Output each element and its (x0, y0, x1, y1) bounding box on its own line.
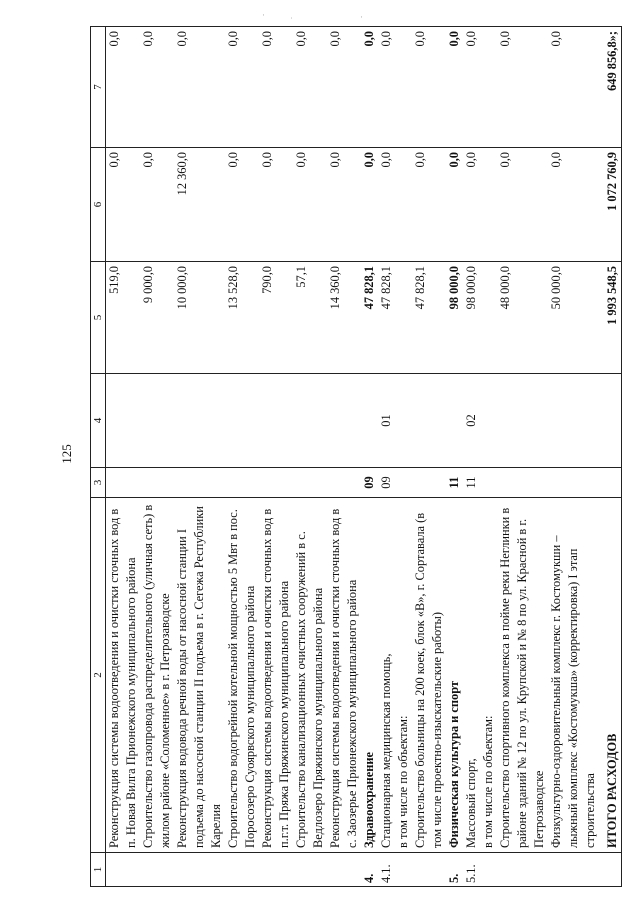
row-section-code (548, 468, 599, 498)
scan-artifact: · (360, 12, 363, 22)
header-cell: 4 (91, 374, 106, 468)
row-name: Строительство спортивного комплекса в пойме реки Неглинки в районе зданий № 12 по ул. Крупской и № 8 по ул. Красной в г. Петрозаводске (497, 498, 548, 853)
row-value-col7: 0,0 (412, 27, 446, 148)
table-header-row (91, 27, 106, 887)
row-value-col5: 519,0 (106, 262, 141, 374)
table-row (412, 27, 446, 887)
header-cell: 2 (91, 498, 106, 853)
row-section-code (259, 468, 293, 498)
row-section-code (106, 468, 141, 498)
row-name: Строительство водогрейной котельной мощностью 5 Мвт в пос. Поросозеро Суоярвского муниципального района (225, 498, 259, 853)
row-value-col5: 47 828,1 (378, 262, 395, 374)
row-value-col6 (395, 148, 412, 262)
row-value-col7: 0,0 (446, 27, 463, 148)
table-row (446, 27, 463, 887)
total-value-col7: 649 856,8»; (599, 27, 622, 148)
row-value-col5: 790,0 (259, 262, 293, 374)
row-subsection-code (480, 374, 497, 468)
table-row (361, 27, 378, 887)
row-subsection-code (327, 374, 361, 468)
table-row (463, 27, 480, 887)
row-number (327, 853, 361, 887)
row-value-col7: 0,0 (463, 27, 480, 148)
scan-artifact: ˙ (290, 16, 293, 26)
row-value-col6: 12 360,0 (174, 148, 225, 262)
row-name: в том числе по объектам: (480, 498, 497, 853)
row-number (293, 853, 327, 887)
row-value-col6: 0,0 (327, 148, 361, 262)
row-value-col7 (395, 27, 412, 148)
scan-artifact: · (262, 10, 265, 20)
page-number: 125 (59, 444, 74, 464)
row-section-code: 09 (378, 468, 395, 498)
row-value-col6: 0,0 (361, 148, 378, 262)
row-section-code (497, 468, 548, 498)
table-body (106, 27, 622, 887)
header-cell: 5 (91, 262, 106, 374)
row-value-col5: 14 360,0 (327, 262, 361, 374)
row-value-col7: 0,0 (497, 27, 548, 148)
header-cell: 3 (91, 468, 106, 498)
row-number (480, 853, 497, 887)
row-number (395, 853, 412, 887)
row-subsection-code (293, 374, 327, 468)
row-value-col6: 0,0 (548, 148, 599, 262)
row-subsection-code (548, 374, 599, 468)
row-section-code (140, 468, 174, 498)
row-section-code (293, 468, 327, 498)
table-row (497, 27, 548, 887)
row-value-col7: 0,0 (548, 27, 599, 148)
row-value-col5 (480, 262, 497, 374)
row-name: Реконструкция системы водоотведения и очистки сточных вод в п.г.т. Пряжа Пряжинского муниципального района (259, 498, 293, 853)
row-name: Реконструкция водовода речной воды от насосной станции I подъема до насосной станции II подъема в г. Сегежа Республики Карелия (174, 498, 225, 853)
row-value-col6: 0,0 (446, 148, 463, 262)
total-spacer (599, 853, 622, 887)
row-number: 5.1. (463, 853, 480, 887)
total-row (599, 27, 622, 887)
row-name: Здравоохранение (361, 498, 378, 853)
row-name: Строительство больницы на 200 коек, блок «В», г. Сортавала (в том числе проектно-изыскательские работы) (412, 498, 446, 853)
row-name: Строительство газопровода распределительного (уличная сеть) в жилом районе «Соломенное» в г. Петрозаводске (140, 498, 174, 853)
row-value-col6: 0,0 (463, 148, 480, 262)
row-value-col7: 0,0 (327, 27, 361, 148)
row-value-col6 (480, 148, 497, 262)
row-value-col7: 0,0 (106, 27, 141, 148)
row-number (412, 853, 446, 887)
row-number: 4.1. (378, 853, 395, 887)
row-value-col5: 47 828,1 (412, 262, 446, 374)
row-value-col5: 9 000,0 (140, 262, 174, 374)
table-row (548, 27, 599, 887)
rotated-table-wrapper (90, 27, 619, 887)
row-number (225, 853, 259, 887)
table-row (395, 27, 412, 887)
row-number (174, 853, 225, 887)
row-value-col6: 0,0 (497, 148, 548, 262)
row-value-col7: 0,0 (140, 27, 174, 148)
row-number (259, 853, 293, 887)
row-number (140, 853, 174, 887)
row-value-col5: 98 000,0 (446, 262, 463, 374)
row-number: 4. (361, 853, 378, 887)
total-label: ИТОГО РАСХОДОВ (599, 498, 622, 853)
row-subsection-code (446, 374, 463, 468)
row-value-col7: 0,0 (225, 27, 259, 148)
row-name: Реконструкция системы водоотведения и очистки сточных вод в п. Новая Вилга Прионежского муниципального района (106, 498, 141, 853)
total-spacer (599, 468, 622, 498)
row-section-code (395, 468, 412, 498)
row-value-col7: 0,0 (378, 27, 395, 148)
row-name: в том числе по объектам: (395, 498, 412, 853)
row-value-col6: 0,0 (293, 148, 327, 262)
row-subsection-code (259, 374, 293, 468)
row-section-code (225, 468, 259, 498)
row-section-code: 11 (463, 468, 480, 498)
row-value-col5: 10 000,0 (174, 262, 225, 374)
budget-table (90, 26, 622, 887)
row-subsection-code: 01 (378, 374, 395, 468)
row-value-col6: 0,0 (412, 148, 446, 262)
row-value-col7: 0,0 (293, 27, 327, 148)
row-value-col6: 0,0 (106, 148, 141, 262)
row-subsection-code (174, 374, 225, 468)
row-subsection-code (497, 374, 548, 468)
total-spacer (599, 374, 622, 468)
header-cell: 1 (91, 853, 106, 887)
row-name: Физкультурно-оздоровительный комплекс г. Костомукши – лыжный комплекс «Костомукша» (корректировка) I этап строительства (548, 498, 599, 853)
row-value-col7 (480, 27, 497, 148)
row-number (548, 853, 599, 887)
row-value-col5: 47 828,1 (361, 262, 378, 374)
row-subsection-code (140, 374, 174, 468)
row-number (106, 853, 141, 887)
row-value-col7: 0,0 (361, 27, 378, 148)
row-value-col6: 0,0 (259, 148, 293, 262)
row-section-code (480, 468, 497, 498)
row-name: Физическая культура и спорт (446, 498, 463, 853)
table-row (378, 27, 395, 887)
row-value-col6: 0,0 (378, 148, 395, 262)
row-section-code (327, 468, 361, 498)
row-section-code (412, 468, 446, 498)
row-value-col5: 48 000,0 (497, 262, 548, 374)
row-section-code (174, 468, 225, 498)
row-value-col5: 50 000,0 (548, 262, 599, 374)
row-value-col5: 98 000,0 (463, 262, 480, 374)
row-value-col7: 0,0 (259, 27, 293, 148)
row-name: Реконструкция системы водоотведения и очистки сточных вод в с. Заозерье Прионежского муниципального района (327, 498, 361, 853)
row-name: Стационарная медицинская помощь, (378, 498, 395, 853)
header-cell: 6 (91, 148, 106, 262)
table-row (174, 27, 225, 887)
row-value-col6: 0,0 (225, 148, 259, 262)
row-section-code: 11 (446, 468, 463, 498)
row-subsection-code (106, 374, 141, 468)
row-subsection-code (361, 374, 378, 468)
table-row (480, 27, 497, 887)
row-value-col5 (395, 262, 412, 374)
row-section-code: 09 (361, 468, 378, 498)
row-value-col7: 0,0 (174, 27, 225, 148)
row-subsection-code (395, 374, 412, 468)
row-name: Массовый спорт, (463, 498, 480, 853)
table-row (106, 27, 141, 887)
total-value-col5: 1 993 548,5 (599, 262, 622, 374)
row-number (497, 853, 548, 887)
row-value-col5: 57,1 (293, 262, 327, 374)
header-cell: 7 (91, 27, 106, 148)
table-row (293, 27, 327, 887)
row-value-col5: 13 528,0 (225, 262, 259, 374)
table-row (259, 27, 293, 887)
row-value-col6: 0,0 (140, 148, 174, 262)
row-subsection-code (412, 374, 446, 468)
table-row (140, 27, 174, 887)
row-name: Строительство канализационных очистных сооружений в с. Ведлозеро Пряжинского муниципального района (293, 498, 327, 853)
row-number: 5. (446, 853, 463, 887)
row-subsection-code (225, 374, 259, 468)
total-value-col6: 1 072 760,9 (599, 148, 622, 262)
row-subsection-code: 02 (463, 374, 480, 468)
table-row (327, 27, 361, 887)
table-row (225, 27, 259, 887)
